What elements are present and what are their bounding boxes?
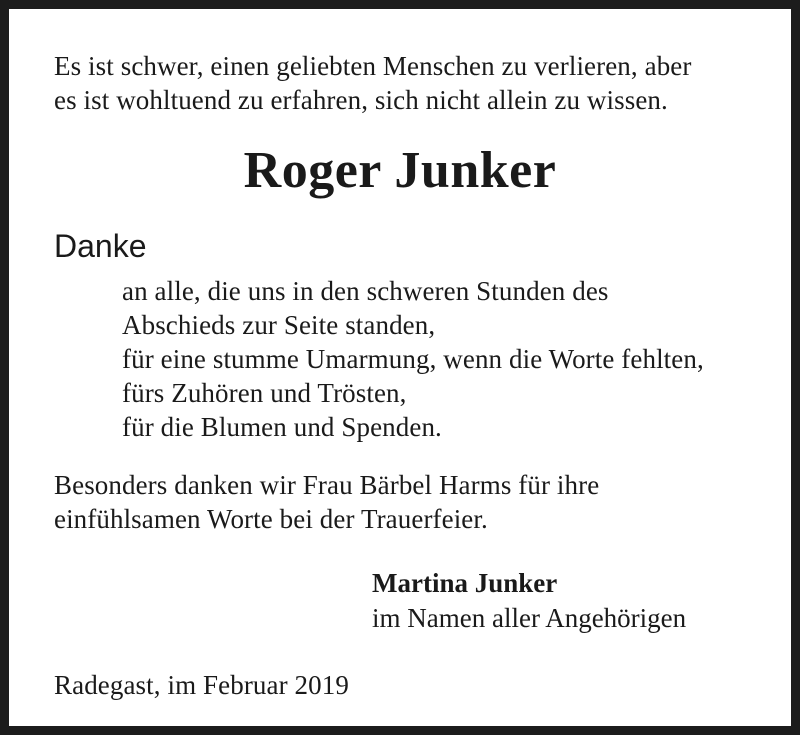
thanks-heading: Danke [54, 228, 147, 264]
intro-line-2: es ist wohltuend zu erfahren, sich nicht allein zu wissen. [54, 85, 668, 115]
special-thanks-line-2: einfühlsamen Worte bei der Trauerfeier. [54, 504, 488, 534]
thanks-line-2: Abschieds zur Seite standen, [122, 310, 436, 340]
thanks-line-5: für die Blumen und Spenden. [122, 412, 442, 442]
intro-line-1: Es ist schwer, einen geliebten Menschen zu verlieren, aber [54, 51, 692, 81]
thanks-line-1: an alle, die uns in den schweren Stunden des [122, 276, 609, 306]
deceased-name: Roger Junker [243, 142, 557, 199]
signer-note: im Namen aller Angehörigen [372, 603, 687, 633]
signer-name: Martina Junker [372, 568, 558, 598]
thanks-line-4: fürs Zuhören und Trösten, [122, 378, 407, 408]
special-thanks-line-1: Besonders danken wir Frau Bärbel Harms für ihre [54, 470, 600, 500]
thanks-line-3: für eine stumme Umarmung, wenn die Worte fehlten, [122, 344, 704, 374]
place-date: Radegast, im Februar 2019 [54, 670, 349, 700]
